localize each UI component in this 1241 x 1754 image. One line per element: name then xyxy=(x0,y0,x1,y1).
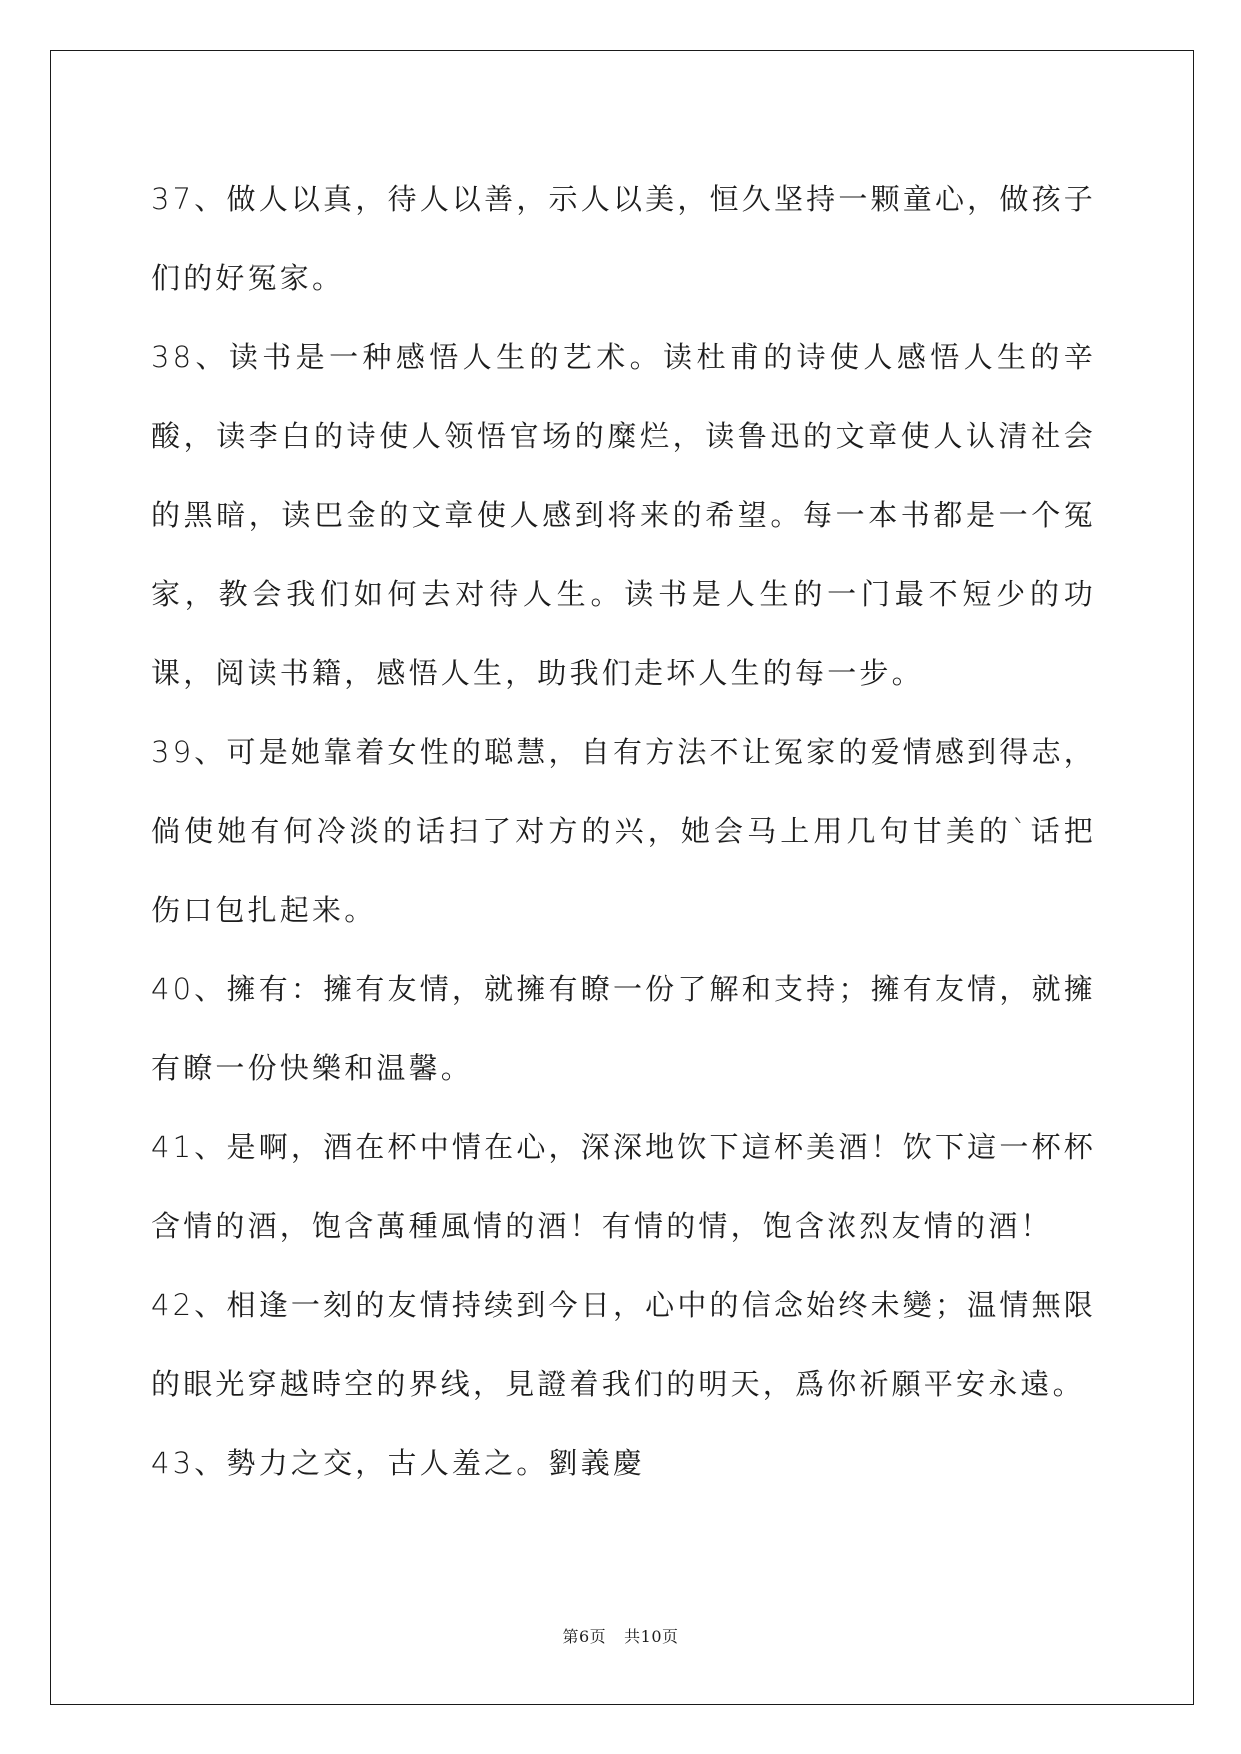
page-footer xyxy=(0,1624,1241,1647)
page-total: 共10页 xyxy=(624,1627,679,1646)
document-body xyxy=(151,160,1096,1503)
paragraph-41: 41、是啊，酒在杯中情在心，深深地饮下這杯美酒！饮下這一杯杯含情的酒，饱含萬種風情的酒！有情的情，饱含浓烈友情的酒！ xyxy=(151,1130,1096,1243)
paragraph-43: 43、勢力之交，古人羞之。劉義慶 xyxy=(151,1446,646,1480)
paragraph-42: 42、相逢一刻的友情持续到今日，心中的信念始终未變；温情無限的眼光穿越時空的界线，見證着我们的明天，爲你祈願平安永遠。 xyxy=(151,1288,1096,1401)
paragraph-40: 40、擁有：擁有友情，就擁有瞭一份了解和支持；擁有友情，就擁有瞭一份快樂和温馨。 xyxy=(151,972,1096,1085)
paragraph-37: 37、做人以真，待人以善，示人以美，恒久坚持一颗童心，做孩子们的好冤家。 xyxy=(151,182,1096,295)
paragraph-39: 39、可是她靠着女性的聪慧，自有方法不让冤家的爱情感到得志，倘使她有何冷淡的话扫了对方的兴，她会马上用几句甘美的`话把伤口包扎起来。 xyxy=(151,735,1096,927)
page-number: 第6页 xyxy=(562,1627,607,1646)
paragraph-38: 38、读书是一种感悟人生的艺术。读杜甫的诗使人感悟人生的辛酸，读李白的诗使人领悟官场的糜烂，读鲁迅的文章使人认清社会的黑暗，读巴金的文章使人感到将来的希望。每一本书都是一个冤家，教会我们如何去对待人生。读书是人生的一门最不短少的功课，阅读书籍，感悟人生，助我们走坏人生的每一步。 xyxy=(151,340,1096,690)
